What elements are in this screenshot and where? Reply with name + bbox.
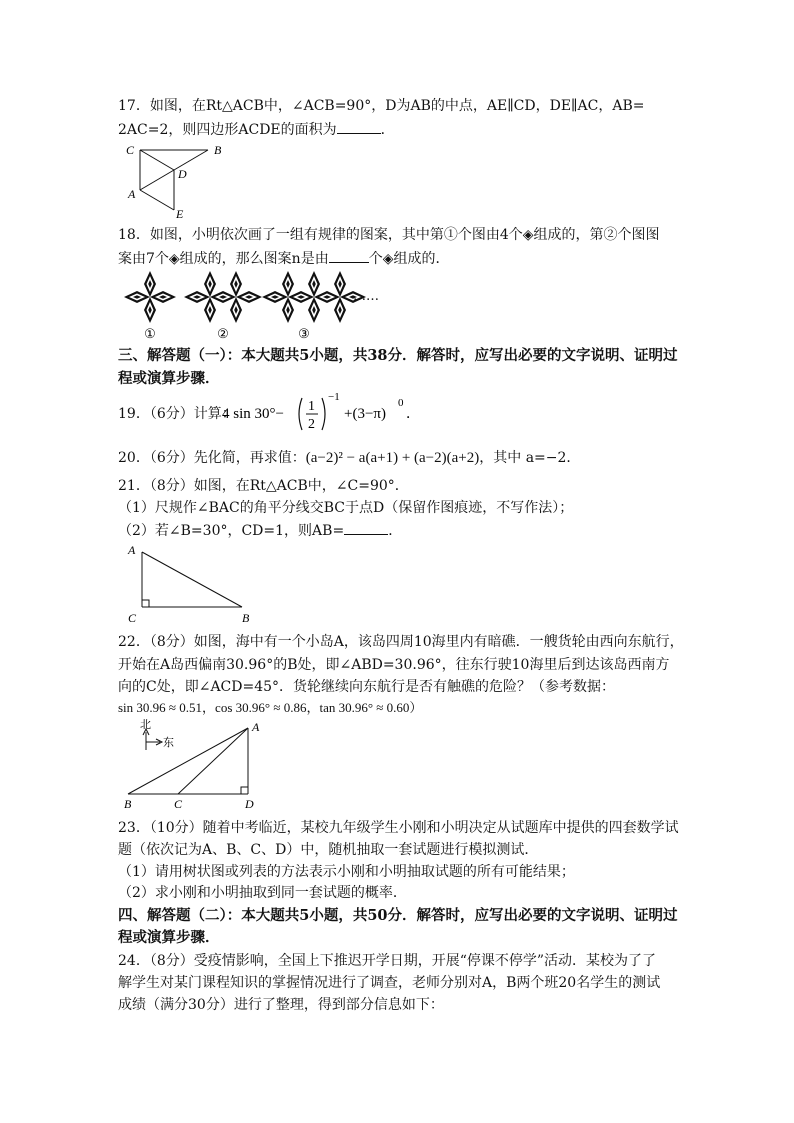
pattern-3 [262, 271, 366, 323]
q21-line1: 21．（8分）如图，在Rt△ACB中，∠C=90°． [118, 478, 409, 494]
pattern-2-label: ② [217, 326, 229, 341]
q19-frac-num: 1 [308, 399, 315, 414]
q18-line2 [118, 248, 449, 269]
q23-line4: （2）求小刚和小明抽取到同一套试题的概率． [118, 885, 407, 901]
q17-label-e: E [176, 207, 184, 221]
q21-answer-blank [344, 520, 388, 535]
q17-line1: 17．如图，在Rt△ACB中，∠ACB=90°，D为AB的中点，AE∥CD，DE∥AC，AB= [118, 98, 645, 114]
q18-text-end: 个◈组成的． [368, 251, 450, 267]
q17-end: ． [380, 122, 395, 138]
q17-figure [118, 140, 228, 220]
q18-ellipsis: …… [353, 289, 379, 304]
q20-line [118, 448, 580, 468]
q22-label-b: B [124, 797, 132, 811]
q22-sea-figure [118, 718, 268, 813]
q23-line2: 题（依次记为A、B、C、D）中，随机抽取一套试题进行模拟测试． [118, 842, 539, 858]
q17-label-b: B [214, 143, 222, 157]
section4-heading-line2: 程或演算步骤． [118, 929, 220, 946]
q19-frac-den: 2 [308, 417, 315, 432]
q21-text: （2）若∠B=30°，CD=1，则AB= [118, 523, 345, 539]
q18-answer-blank [329, 248, 369, 263]
q17-label-d: D [178, 167, 187, 181]
q17-label-c: C [126, 143, 135, 157]
pattern-1-label: ① [144, 326, 156, 341]
q18-pattern-figure [118, 272, 368, 342]
q19-line [118, 404, 236, 424]
q22-line1: 22．（8分）如图，海中有一个小岛A，该岛四周10海里内有暗礁．一艘货轮由西向东航行， [118, 634, 684, 650]
q17-line2 [118, 119, 395, 140]
q19-text: 19．（6分）计算： [118, 406, 236, 422]
pattern-1 [124, 271, 176, 323]
pattern-2 [184, 271, 262, 323]
q21-line2: （1）尺规作∠BAC的角平分线交BC于点D（保留作图痕迹，不写作法）； [118, 500, 574, 516]
q21-label-a: A [128, 543, 136, 557]
q20-text: 20．（6分）先化简，再求值： [118, 450, 306, 466]
q23-line3: （1）请用树状图或列表的方法表示小刚和小明抽取试题的所有可能结果； [118, 864, 575, 880]
q22-label-c: C [174, 797, 183, 811]
q17-label-a: A [128, 187, 136, 201]
q19-exp2: 0 [398, 397, 404, 409]
north-label: 北 [140, 719, 151, 731]
q24-line2: 解学生对某门课程知识的掌握情况进行了调查，老师分别对A，B两个班20名学生的测试 [118, 975, 661, 991]
q21-triangle-figure [118, 542, 268, 627]
q20-tail: ，其中 a=−2． [479, 450, 581, 466]
q21-end: ． [388, 523, 403, 539]
pattern-3-label: ③ [298, 326, 310, 341]
q21-label-b: B [242, 611, 250, 625]
q22-label-d: D [245, 797, 254, 811]
q24-line1: 24．（8分）受疫情影响，全国上下推迟开学日期，开展“停课不停学”活动．某校为了了 [118, 953, 657, 969]
q20-expression: (a−2)² − a(a+1) + (a−2)(a+2) [305, 450, 480, 466]
q19-end: ． [406, 407, 420, 422]
east-label: 东 [163, 737, 174, 749]
q21-label-c: C [128, 611, 137, 625]
q18-line1: 18．如图，小明依次画了一组有规律的图案，其中第①个图由4个◈组成的，第②个图图 [118, 227, 660, 243]
section3-heading-line1: 三、解答题（一）：本大题共5小题，共38分．解答时，应写出必要的文字说明、证明过 [118, 347, 678, 364]
q22-label-a: A [252, 720, 260, 734]
q18-text: 案由7个◈组成的，那么图案n是由 [118, 251, 329, 267]
q23-line1: 23．（10分）随着中考临近，某校九年级学生小刚和小明决定从试题库中提供的四套数学试 [118, 820, 679, 836]
q24-line3: 成绩（满分30分）进行了整理，得到部分信息如下： [118, 997, 444, 1013]
q17-text: 2AC=2，则四边形ACDE的面积为 [118, 122, 337, 138]
q17-answer-blank [337, 119, 381, 134]
q22-line3: 向的C处，即∠ACD=45°．货轮继续向东航行是否有触礁的危险？（参考数据： [118, 679, 616, 695]
q22-line2: 开始在A岛西偏南30.96°的B处，即∠ABD=30.96°，往东行驶10海里后到达该岛西南方 [118, 657, 670, 673]
section4-heading-line1: 四、解答题（二）：本大题共5小题，共50分．解答时，应写出必要的文字说明、证明过 [118, 907, 678, 924]
section3-heading-line2: 程或演算步骤． [118, 370, 220, 387]
q19-expr-b: +(3−π) [344, 406, 386, 422]
q22-line4: sin 30.96 ≈ 0.51，cos 30.96° ≈ 0.86，tan 30.96° ≈ 0.60） [118, 700, 423, 715]
q21-line3 [118, 520, 402, 541]
q19-expr-a: 4 sin 30°− [222, 406, 284, 422]
q19-exp1: −1 [328, 391, 340, 403]
q19-expression [222, 390, 422, 438]
